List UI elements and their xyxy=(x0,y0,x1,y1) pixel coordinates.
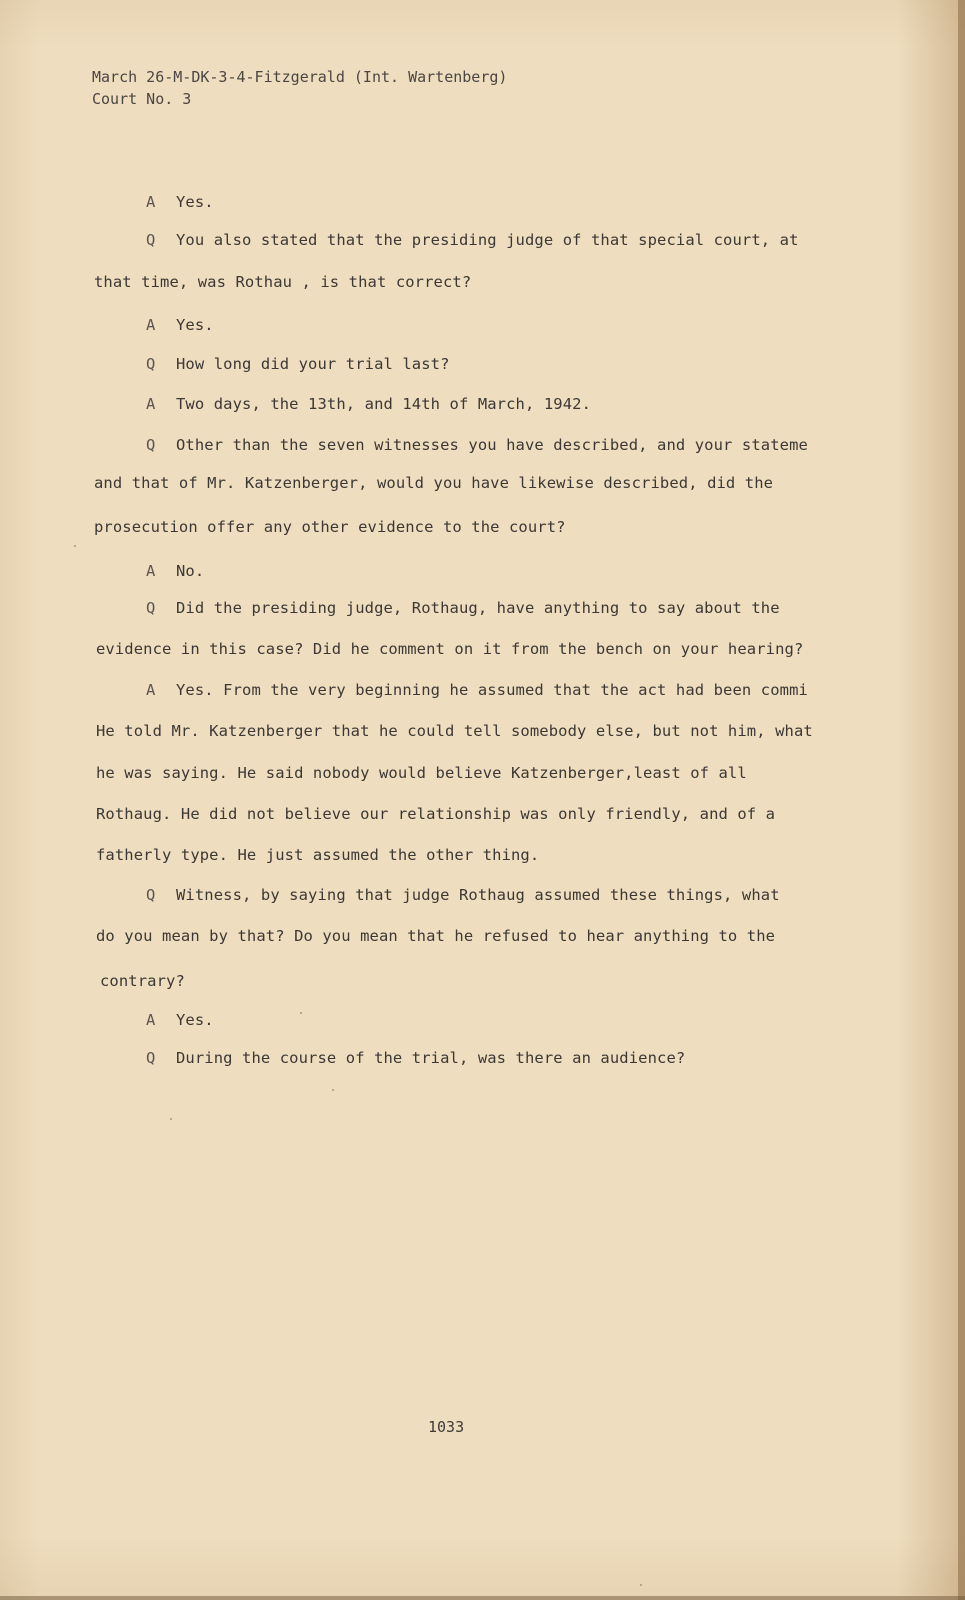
speaker-label: A xyxy=(146,681,156,699)
line-text: Yes. xyxy=(176,193,214,211)
line-text: Did the presiding judge, Rothaug, have anything to say about the xyxy=(176,599,780,617)
speaker-label: Q xyxy=(146,599,156,617)
line-text: Rothaug. He did not believe our relationship was only friendly, and of a xyxy=(96,805,776,823)
paper-speck xyxy=(332,1089,334,1091)
speaker-label: A xyxy=(146,1011,156,1029)
line-text: Yes. xyxy=(176,1011,214,1029)
line-text: How long did your trial last? xyxy=(176,355,450,373)
line-text: evidence in this case? Did he comment on it from the bench on your hearing? xyxy=(96,640,804,658)
line-text: Other than the seven witnesses you have described, and your stateme xyxy=(176,436,808,454)
transcript-line xyxy=(96,846,539,864)
paper-speck xyxy=(300,1012,302,1014)
transcript-line xyxy=(146,316,214,334)
document-header xyxy=(92,66,507,110)
transcript-line xyxy=(94,273,471,291)
transcript-line xyxy=(146,1011,214,1029)
transcript-line xyxy=(96,764,747,782)
transcript-line xyxy=(96,927,775,945)
transcript-line xyxy=(94,474,773,492)
line-text: he was saying. He said nobody would believe Katzenberger,least of all xyxy=(96,764,747,782)
page-number: 1033 xyxy=(428,1418,465,1436)
speaker-label: Q xyxy=(146,436,156,454)
transcript-line xyxy=(100,972,185,990)
line-text: prosecution offer any other evidence to the court? xyxy=(94,518,566,536)
transcript-line xyxy=(96,805,775,823)
transcript-line xyxy=(146,355,450,373)
speaker-label: Q xyxy=(146,886,156,904)
transcript-line xyxy=(94,518,566,536)
transcript-line xyxy=(146,562,204,580)
header-court-line: Court No. 3 xyxy=(92,90,192,108)
transcript-line xyxy=(146,599,780,617)
line-text: Witness, by saying that judge Rothaug assumed these things, what xyxy=(176,886,780,904)
line-text: fatherly type. He just assumed the other thing. xyxy=(96,846,540,864)
transcript-line xyxy=(146,395,591,413)
transcript-line xyxy=(96,722,813,740)
line-text: During the course of the trial, was there an audience? xyxy=(176,1049,686,1067)
line-text: No. xyxy=(176,562,205,580)
line-text: that time, was Rothau , is that correct? xyxy=(94,273,472,291)
transcript-line xyxy=(96,640,803,658)
speaker-label: Q xyxy=(146,231,156,249)
transcript-line xyxy=(146,231,799,249)
paper-speck xyxy=(170,1118,172,1120)
header-case-line: March 26-M-DK-3-4-Fitzgerald (Int. Wartenberg) xyxy=(92,68,508,86)
transcript-line xyxy=(146,681,808,699)
line-text: Yes. From the very beginning he assumed that the act had been commi xyxy=(176,681,808,699)
transcript-line xyxy=(146,886,780,904)
line-text: He told Mr. Katzenberger that he could tell somebody else, but not him, what xyxy=(96,722,813,740)
line-text: You also stated that the presiding judge of that special court, at xyxy=(176,231,799,249)
speaker-label: A xyxy=(146,562,156,580)
transcript-line xyxy=(146,1049,685,1067)
speaker-label: A xyxy=(146,395,156,413)
page-edge-shadow xyxy=(958,0,965,1600)
transcript-line xyxy=(146,193,214,211)
line-text: do you mean by that? Do you mean that he refused to hear anything to the xyxy=(96,927,776,945)
speaker-label: A xyxy=(146,316,156,334)
speaker-label: Q xyxy=(146,1049,156,1067)
line-text: contrary? xyxy=(100,972,185,990)
line-text: and that of Mr. Katzenberger, would you have likewise described, did the xyxy=(94,474,774,492)
speaker-label: A xyxy=(146,193,156,211)
line-text: Yes. xyxy=(176,316,214,334)
speaker-label: Q xyxy=(146,355,156,373)
line-text: Two days, the 13th, and 14th of March, 1942. xyxy=(176,395,591,413)
paper-speck xyxy=(640,1584,642,1586)
page-bottom-edge xyxy=(0,1596,965,1600)
paper-speck xyxy=(74,545,76,547)
transcript-line xyxy=(146,436,808,454)
